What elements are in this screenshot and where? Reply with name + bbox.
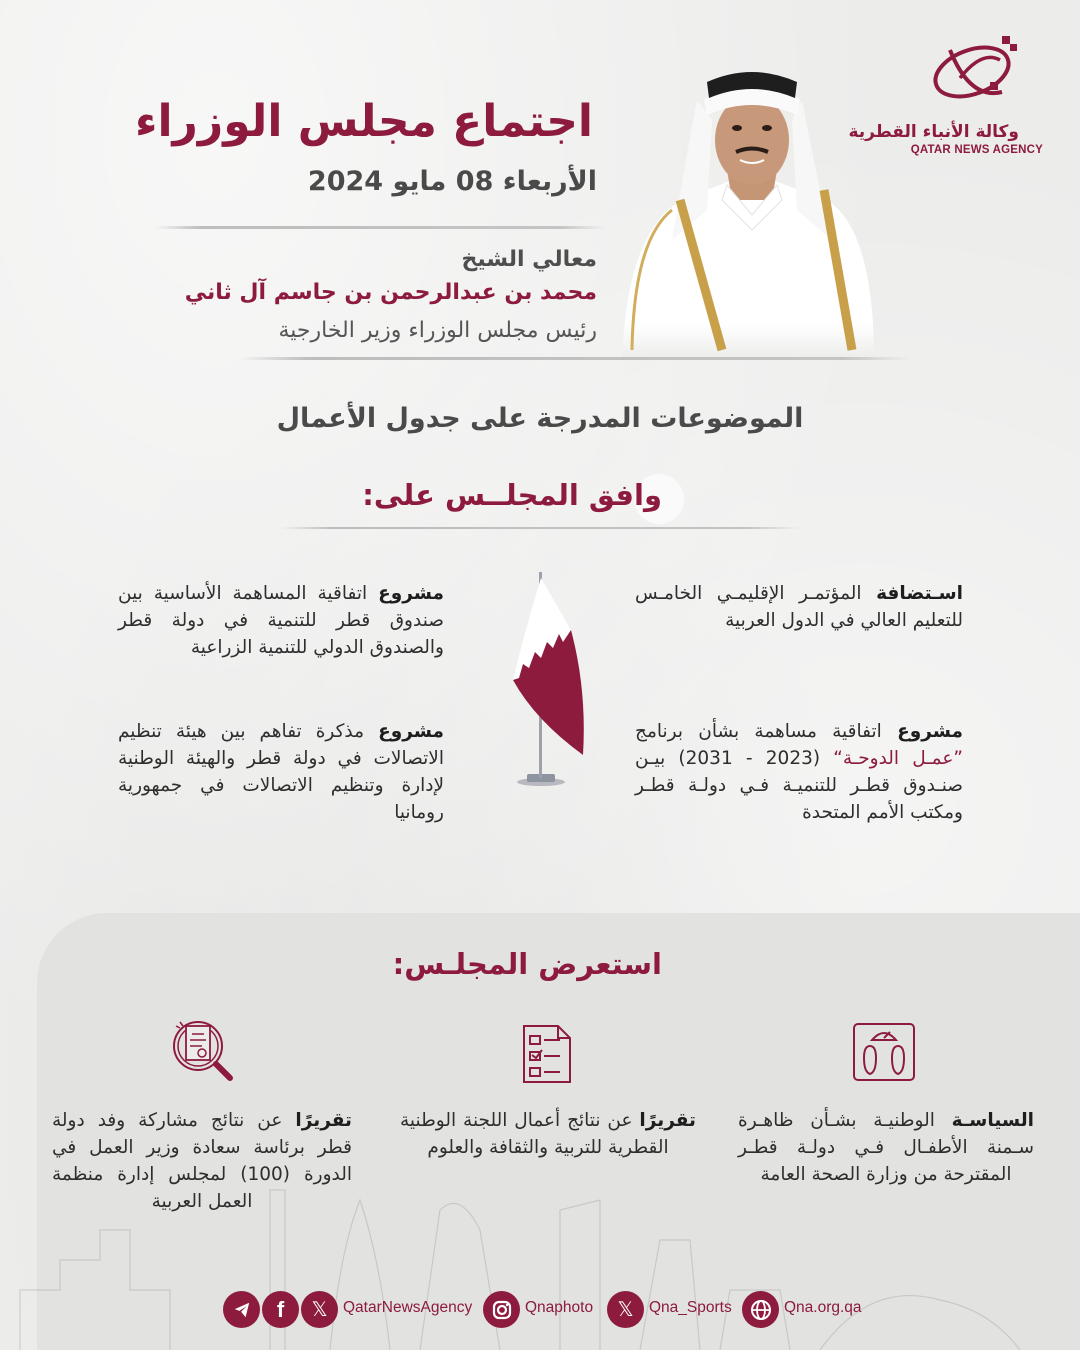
divider (155, 226, 605, 229)
document-search-icon (168, 1016, 240, 1088)
instagram-icon (492, 1300, 512, 1320)
facebook-icon: f (276, 1296, 285, 1322)
x-sports-button[interactable] (607, 1291, 644, 1328)
x-icon: 𝕏 (311, 1299, 328, 1321)
qna-logo-icon (930, 30, 1030, 120)
reviewed-heading: استعرض المجلـس: (393, 947, 662, 981)
telegram-button[interactable] (223, 1291, 260, 1328)
agenda-title: الموضوعات المدرجة على جدول الأعمال (276, 403, 804, 434)
x-button[interactable] (301, 1291, 338, 1328)
website-button[interactable] (742, 1291, 779, 1328)
qna-handle-link[interactable]: QatarNewsAgency (343, 1299, 473, 1316)
instagram-button[interactable] (483, 1291, 520, 1328)
official-name: محمد بن عبدالرحمن بن جاسم آل ثاني (184, 280, 597, 305)
reviewed-item: تقريرًا عن نتائج أعمال اللجنة الوطنية القطرية للتربية والثقافة والعلوم (400, 1110, 696, 1158)
portrait-photo (612, 60, 882, 360)
honorific: معالي الشيخ (461, 247, 597, 272)
reviewed-item: السياسـة الوطنيـة بشـأن ظاهـرة سـمنة الأطفـال فـي دولـة قطـر المقترحة من وزارة الصحة العامة (738, 1110, 1034, 1185)
globe-icon (750, 1299, 772, 1321)
page-title: اجتماع مجلس الوزراء (134, 96, 593, 147)
reviewed-item: تقريرًا عن نتائج مشاركة وفد دولة قطر برئاسة سعادة وزير العمل في الدورة (100) لمجلس إدارة منظمة العمل العربية (52, 1110, 352, 1212)
logo-arabic-text: وكالة الأنباء القطرية (848, 122, 1019, 142)
approved-item: مشروع اتفاقية المساهمة الأساسية بين صندوق قطر للتنمية في دولة قطر والصندوق الدولي للتنمية الزراعية (118, 583, 444, 658)
official-role: رئيس مجلس الوزراء وزير الخارجية (278, 318, 597, 343)
social-footer (0, 1291, 1080, 1329)
x-icon: 𝕏 (617, 1299, 634, 1321)
qna-logo (848, 30, 1055, 165)
approved-item: مشروع اتفاقية مساهمة بشأن برنامج ”عمـل الدوحـة“ (2023 - 2031) بيـن صنـدوق قطـر للتنميـة فـي دولـة قطـر ومكتب الأمم المتحدة (635, 721, 963, 823)
logo-english-text: QATAR NEWS AGENCY (910, 144, 1043, 156)
divider (240, 357, 910, 360)
meeting-date: الأربعاء 08 مايو 2024 (307, 166, 597, 197)
program-name-highlight: ”عمـل الدوحـة“ (833, 748, 963, 769)
facebook-button[interactable] (262, 1291, 299, 1328)
sports-handle-link[interactable]: Qna_Sports (649, 1299, 732, 1316)
qatar-flag-icon (505, 570, 595, 790)
approved-item: مشروع مذكرة تفاهم بين هيئة تنظيم الاتصالات في دولة قطر والهيئة الوطنية لإدارة وتنظيم الاتصالات في جمهورية رومانيا (118, 721, 444, 823)
telegram-icon (233, 1301, 251, 1319)
instagram-handle-link[interactable]: Qnaphoto (525, 1299, 594, 1316)
approved-heading: وافق المجلــس على: (362, 478, 662, 512)
website-link[interactable]: Qna.org.qa (784, 1299, 862, 1316)
checklist-icon (522, 1024, 572, 1084)
approved-item: اسـتضافة المؤتمـر الإقليمـي الخامـس للتعليم العالي في الدول العربية (635, 583, 963, 631)
scale-icon (852, 1022, 916, 1082)
divider (280, 527, 800, 529)
